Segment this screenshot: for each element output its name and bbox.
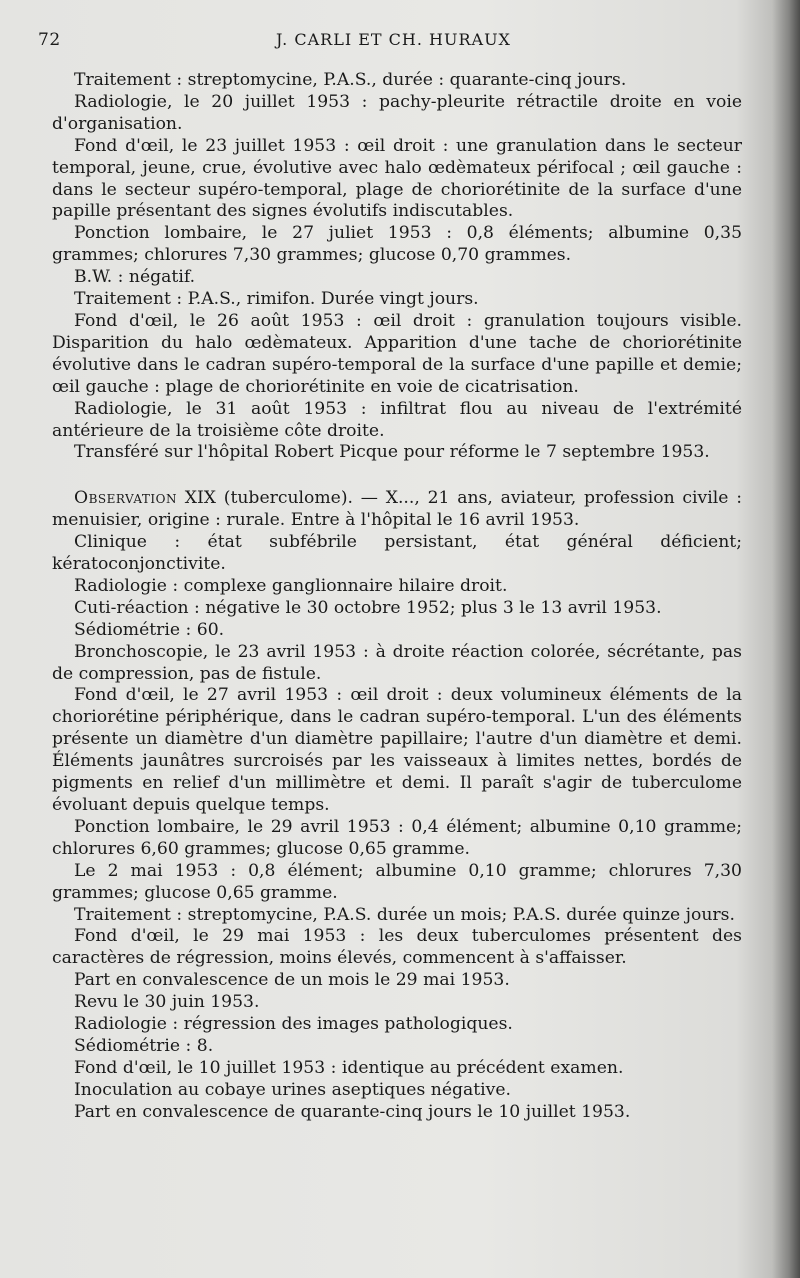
observation-label: Observation xyxy=(74,488,177,509)
paragraph-radiology-2: Radiologie, le 31 août 1953 : infiltrat flou au niveau de l'extrémité antérieure de la troisième côte droite. xyxy=(52,398,742,441)
section-gap xyxy=(52,464,742,488)
page-body xyxy=(52,70,742,1124)
paragraph-lumbar-puncture-1: Ponction lombaire, le 27 juliet 1953 : 0,8 éléments; albumine 0,35 grammes; chlorures 7,30 grammes; glucose 0,70 grammes. xyxy=(52,223,742,266)
paragraph-fundus-2: Fond d'œil, le 26 août 1953 : œil droit : granulation toujours visible. Disparition du halo œdèmateux. Apparition d'une tache de choriorétinite évolutive dans le cadran supéro-temporal de la surface d'une papille et demie; œil gauche : plage de choriorétinite en voie de cicatrisation. xyxy=(52,310,742,397)
paragraph-transfer: Transféré sur l'hôpital Robert Picque pour réforme le 7 septembre 1953. xyxy=(74,442,710,463)
paragraph-sedimetry-2: Sédiométrie : 8. xyxy=(74,1035,214,1056)
paragraph-fundus-1: Fond d'œil, le 23 juillet 1953 : œil droit : une granulation dans le secteur temporal, jeune, crue, évolutive avec halo œdèmateux périfocal ; œil gauche : dans le secteur supéro-temporal, plage de choriorétinite de la surface d'une papille présentant des signes évolutifs indiscutables. xyxy=(52,135,742,222)
paragraph-treatment-1: Traitement : streptomycine, P.A.S., durée : quarante-cinq jours. xyxy=(74,70,627,90)
paragraph-fundus-5: Fond d'œil, le 10 juillet 1953 : identique au précédent examen. xyxy=(74,1057,624,1078)
paragraph-cuti: Cuti-réaction : négative le 30 octobre 1952; plus 3 le 13 avril 1953. xyxy=(74,597,662,618)
paragraph-radiology-1: Radiologie, le 20 juillet 1953 : pachy-pleurite rétractile droite en voie d'organisation. xyxy=(52,91,742,134)
paragraph-may-2: Le 2 mai 1953 : 0,8 élément; albumine 0,10 gramme; chlorures 7,30 grammes; glucose 0,65 gramme. xyxy=(52,860,742,903)
running-head: J. CARLI ET CH. HURAUX xyxy=(276,30,511,49)
paragraph-fundus-4: Fond d'œil, le 29 mai 1953 : les deux tuberculomes présentent des caractères de régression, moins élevés, commencent à s'affaisser. xyxy=(52,926,742,969)
paragraph-radiology-4: Radiologie : régression des images pathologiques. xyxy=(74,1014,513,1035)
paragraph-convalescence-1: Part en convalescence de un mois le 29 mai 1953. xyxy=(74,970,510,991)
paragraph-lumbar-puncture-2: Ponction lombaire, le 29 avril 1953 : 0,4 élément; albumine 0,10 gramme; chlorures 6,60 grammes; glucose 0,65 gramme. xyxy=(52,816,742,859)
paragraph-fundus-3: Fond d'œil, le 27 avril 1953 : œil droit : deux volumineux éléments de la choriorétine périphérique, dans le cadran supéro-temporal. L'un des éléments présente un diamètre d'un diamètre papillaire; l'autre d'un diamètre et demi. Éléments jaunâtres surcroisés par les vaisseaux à limites nettes, bordés de pigments en relief d'un millimètre et demi. Il paraît s'agir de tuberculome évoluant depuis quelque temps. xyxy=(52,685,742,815)
page-header xyxy=(38,30,760,56)
paragraph-convalescence-2: Part en convalescence de quarante-cinq jours le 10 juillet 1953. xyxy=(74,1101,631,1122)
paragraph-treatment-2: Traitement : P.A.S., rimifon. Durée vingt jours. xyxy=(74,289,479,310)
page-number: 72 xyxy=(38,30,61,50)
paragraph-bw: B.W. : négatif. xyxy=(74,267,196,288)
paragraph-radiology-3: Radiologie : complexe ganglionnaire hilaire droit. xyxy=(74,575,508,596)
paragraph-inoculation: Inoculation au cobaye urines aseptiques négative. xyxy=(74,1079,511,1100)
paragraph-treatment-3: Traitement : streptomycine, P.A.S. durée un mois; P.A.S. durée quinze jours. xyxy=(74,904,735,925)
observation-text: XIX (tuberculome). — X..., 21 ans, aviateur, profession civile : menuisier, origine : rurale. Entre à l'hôpital le 16 avril 1953. xyxy=(52,488,742,531)
paragraph-sedimetry-1: Sédiométrie : 60. xyxy=(74,619,225,640)
paragraph-revisit: Revu le 30 juin 1953. xyxy=(74,992,260,1013)
paragraph-clinique: Clinique : état subfébrile persistant, état général déficient; kératoconjonctivite. xyxy=(52,532,742,575)
observation-heading xyxy=(52,488,742,532)
paragraph-bronchoscopy: Bronchoscopie, le 23 avril 1953 : à droite réaction colorée, sécrétante, pas de compression, pas de fistule. xyxy=(52,641,742,684)
book-spine-shadow xyxy=(772,0,800,1278)
